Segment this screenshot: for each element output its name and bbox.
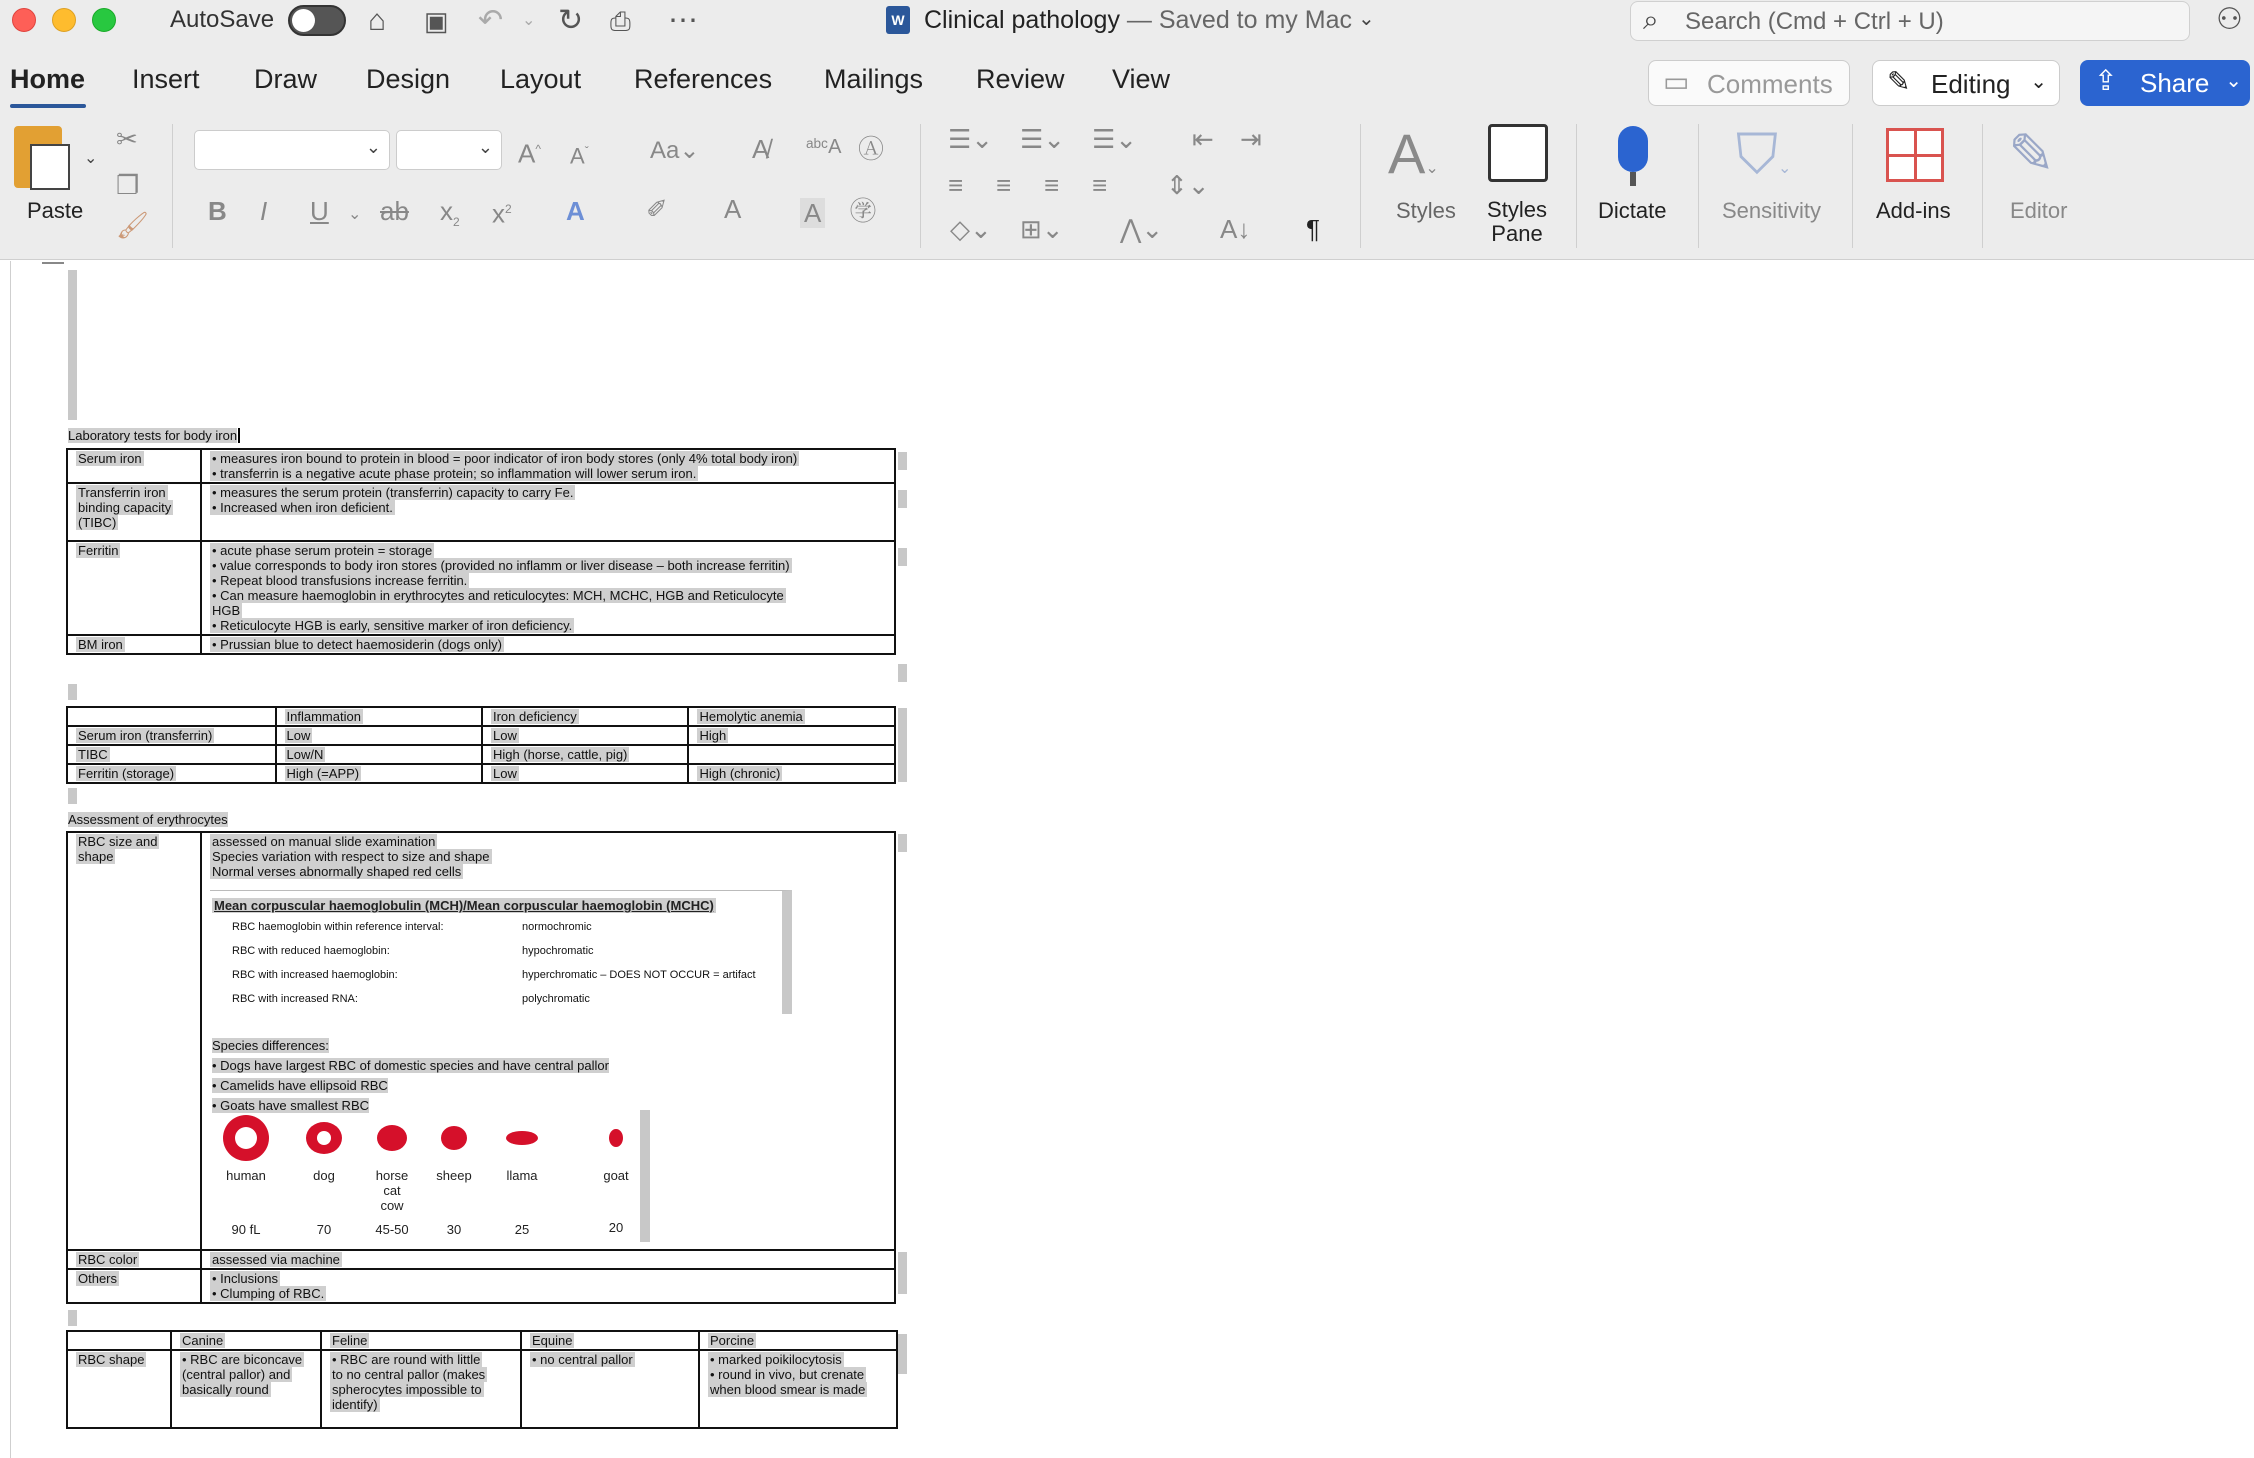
row-end-mark [898,834,907,852]
cell-text: • RBC are biconcave [182,1352,303,1367]
empty-paragraph-mark [68,788,77,804]
cell-text: BM iron [78,637,123,652]
title-bar [0,0,2254,44]
increase-indent-icon[interactable]: ⇥ [1240,124,1262,154]
rbc-species-label: human [226,1168,266,1183]
species-differences-text[interactable] [212,1036,609,1116]
tab-view[interactable]: View [1112,64,1171,94]
borders-icon[interactable]: ⊞⌄ [1020,214,1064,244]
row-label-cell[interactable] [67,726,276,745]
row-end-marks [898,708,907,782]
cell-text: High (chronic) [699,766,781,781]
table-row [67,449,895,483]
table-cell[interactable] [482,745,688,764]
cell-text: when blood smear is made [710,1382,866,1397]
align-center-icon[interactable]: ≡ [996,170,1012,200]
comments-button[interactable] [1648,60,1850,106]
underline-dropdown-chevron-icon[interactable]: ⌄ [348,206,362,223]
justify-icon[interactable]: ≡ [1092,170,1108,200]
chevron-down-icon: ⌄ [2030,71,2047,93]
rbc-central-pallor [317,1131,331,1145]
rbc-color-label-cell[interactable] [67,1250,201,1269]
column-header-cell[interactable] [67,707,276,726]
font-name-dropdown[interactable] [194,130,390,170]
test-description-cell[interactable] [201,449,895,483]
cell-text: • no central pallor [532,1352,633,1367]
align-right-icon[interactable]: ≡ [1044,170,1060,200]
rbc-size-comparison-figure[interactable] [210,1110,650,1242]
species-header-cell[interactable] [171,1331,321,1350]
cell-text: Low [492,728,517,743]
tab-layout[interactable]: Layout [500,64,582,94]
table-row [67,745,895,764]
print-icon[interactable]: ⎙ [610,6,631,36]
cell-text: Feline [332,1333,368,1348]
character-border-icon[interactable]: Ⓐ [858,134,885,164]
ribbon-separator [1852,124,1853,248]
pencil-icon: ✎ [1887,66,1911,97]
cell-text: (TIBC) [78,515,117,530]
font-color-icon[interactable]: A [724,194,742,224]
cell-text: • measures the serum protein (transferrin) capacity to carry Fe. [212,485,574,500]
heading-iron-tests[interactable] [68,428,240,443]
cell-text: High (=APP) [286,766,360,781]
cell-text: • Reticulocyte HGB is early, sensitive marker of iron deficiency. [212,618,573,633]
rbc-species-label: sheep [436,1168,472,1183]
test-name-cell[interactable] [67,635,201,654]
underline-icon[interactable]: U [310,196,329,226]
rbc-species-label: horse cat cow [375,1168,409,1213]
cell-text: basically round [182,1382,269,1397]
asian-layout-icon[interactable]: ⋀⌄ [1120,214,1164,244]
rbc-size-label-cell[interactable] [67,832,201,1250]
ribbon-separator [1982,124,1983,248]
cell-text: Ferritin [78,543,119,558]
species-shape-cell[interactable] [521,1350,699,1428]
autosave-toggle[interactable] [288,5,346,36]
page-left-edge [10,261,11,1458]
cell-text: shape [78,849,114,864]
cell-text: HGB [212,603,241,618]
rbc-central-pallor [235,1127,257,1149]
table-row [67,1350,897,1428]
comments-label: Comments [1707,69,1833,99]
cell-text: to no central pallor (makes [332,1367,486,1382]
rbc-volume-label: 70 [316,1222,332,1237]
table-cell[interactable] [688,745,895,764]
column-header-cell[interactable] [688,707,895,726]
table-row [67,541,895,635]
autosave-label: AutoSave [170,6,275,33]
table-cell[interactable] [276,764,482,783]
active-tab-indicator [10,104,86,108]
cell-text: Others [78,1271,118,1286]
sensitivity-icon[interactable]: ⛉⌄ [1736,122,1792,185]
add-ins-label[interactable]: Add-ins [1876,198,1951,223]
editor-label[interactable]: Editor [2010,198,2068,223]
cell-text: Low/N [286,747,324,762]
chevron-down-icon: ⌄ [365,137,381,157]
cell-text: spherocytes impossible to [332,1382,482,1397]
table-header-row [67,707,895,726]
cell-text: • Inclusions [212,1271,278,1286]
species-shape-cell[interactable] [171,1350,321,1428]
row-end-marks [898,1334,907,1374]
row-label-cell[interactable] [67,1350,171,1428]
ribbon-home [0,114,2254,260]
table-cell[interactable] [276,745,482,764]
empty-paragraph-marks [68,270,77,420]
cell-text: TIBC [78,747,108,762]
cell-text: identify) [332,1397,378,1412]
row-end-mark [898,490,907,508]
decrease-font-size-icon[interactable]: $A^ˇ$ [570,143,589,169]
document-title[interactable] [924,6,1352,35]
numbering-icon[interactable]: ☰⌄ [1020,124,1066,154]
subscript-icon[interactable]: $x_2$ [440,196,460,230]
heading-text: Laboratory tests for body iron [68,428,238,443]
italic-icon[interactable]: I [260,196,268,226]
heading-text: Assessment of erythrocytes [68,812,228,827]
tab-home[interactable]: Home [10,64,86,94]
row-end-marks [898,1252,907,1294]
column-header-cell[interactable] [482,707,688,726]
shading-icon[interactable]: ◇⌄ [950,214,992,244]
save-status: — Saved to my Mac [1119,6,1352,34]
paste-dropdown-chevron-icon[interactable]: ⌄ [84,150,98,167]
species-header-cell[interactable] [521,1331,699,1350]
cell-text: assessed on manual slide examination [212,834,436,849]
iron-comparison-table[interactable] [66,706,896,784]
document-name: Clinical pathology [924,6,1120,34]
row-label-cell[interactable] [67,764,276,783]
home-icon[interactable]: ⌂ [368,4,387,37]
ribbon-separator [1360,124,1361,248]
mchc-term: polychromatic [522,993,590,1005]
rbc-color-content-cell[interactable] [201,1250,895,1269]
cell-text: • measures iron bound to protein in blood = poor indicator of iron body stores (only 4% total body iron) [212,451,798,466]
mch-mchc-embedded-figure[interactable] [210,890,792,1014]
row-end-mark [898,452,907,470]
cell-text: (central pallor) and [182,1367,291,1382]
cell-text: Canine [182,1333,224,1348]
rbc-cell-shape [377,1125,407,1151]
mchc-description: RBC haemoglobin within reference interval: [232,921,444,933]
word-document-icon: W [886,6,910,34]
chevron-down-icon: ⌄ [477,137,493,157]
tab-insert[interactable]: Insert [132,64,200,94]
enclose-characters-icon[interactable]: ㊫ [850,196,877,226]
cut-icon[interactable]: ✂ [116,124,138,154]
cell-text: • Repeat blood transfusions increase ferritin. [212,573,468,588]
cell-text: Normal verses abnormally shaped red cells [212,864,462,879]
table-cell[interactable] [482,764,688,783]
bold-icon[interactable]: B [208,196,227,226]
test-description-cell[interactable] [201,541,895,635]
rbc-cell-shape [609,1129,623,1147]
row-label-cell[interactable] [67,745,276,764]
species-shape-cell[interactable] [321,1350,521,1428]
line-spacing-icon[interactable]: ⇕⌄ [1166,170,1210,200]
comment-icon: ▭ [1663,66,1690,97]
cell-text: • Prussian blue to detect haemosiderin (dogs only) [212,637,502,652]
editing-mode-button[interactable] [1872,60,2060,106]
ribbon-tab-bar [0,44,2254,114]
cell-text: • acute phase serum protein = storage [212,543,433,558]
cell-text: RBC size and [78,834,158,849]
cell-text: Porcine [710,1333,755,1348]
cell-text: • Clumping of RBC. [212,1286,325,1301]
test-description-cell[interactable] [201,483,895,541]
font-size-dropdown[interactable] [396,130,502,170]
test-name-cell[interactable] [67,483,201,541]
increase-font-size-icon[interactable]: A^ [518,138,541,169]
table-cell[interactable] [688,764,895,783]
species-line: • Dogs have largest RBC of domestic species and have central pallor [212,1058,609,1073]
cell-text: binding capacity [78,500,172,515]
others-label-cell[interactable] [67,1269,201,1303]
show-formatting-marks-icon[interactable]: ¶ [1306,214,1320,244]
change-case-icon[interactable]: Aa⌄ [650,137,700,164]
species-line: Species differences: [212,1038,329,1053]
table-cell[interactable] [482,726,688,745]
test-description-cell[interactable] [201,635,895,654]
add-ins-grid-icon[interactable] [1886,128,1944,182]
cell-text: • marked poikilocytosis [710,1352,842,1367]
rbc-species-label: dog [313,1168,335,1183]
maximize-window-button[interactable] [92,8,116,32]
rbc-volume-label: 25 [514,1222,530,1237]
cell-text: Transferrin iron [78,485,166,500]
microphone-icon[interactable] [1618,126,1648,172]
cell-text: Low [286,728,311,743]
mchc-title: Mean corpuscular haemoglobulin (MCH)/Mean corpuscular haemoglobin (MCHC) [214,898,714,913]
format-painter-icon[interactable]: 🖌 [116,210,150,240]
table-row [67,764,895,783]
ribbon-separator [1576,124,1577,248]
strikethrough-icon[interactable]: ab [380,196,409,226]
cell-text: Hemolytic anemia [699,709,803,724]
cell-text: • Increased when iron deficient. [212,500,393,515]
more-options-icon[interactable]: ⋯ [668,4,698,37]
phonetic-guide-icon[interactable]: ᵃᵇᶜA [806,136,842,158]
paste-label[interactable]: Paste [27,198,84,223]
search-icon: ⌕ [1643,4,1659,35]
mchc-term: normochromic [522,921,592,933]
table-row [67,726,895,745]
species-line: • Camelids have ellipsoid RBC [212,1078,388,1093]
save-icon[interactable]: ▣ [424,6,449,36]
cell-text: Equine [532,1333,573,1348]
page-corner-marker [42,262,64,264]
species-rbc-shape-table[interactable] [66,1330,898,1429]
mchc-term: hyperchromatic – DOES NOT OCCUR = artifact [522,969,756,981]
ribbon-separator [1698,124,1699,248]
cell-text: RBC color [78,1252,138,1267]
cell-text: Low [492,766,517,781]
undo-dropdown-chevron-icon[interactable]: ⌄ [522,12,536,29]
table-header-row [67,1331,897,1350]
share-person-icon[interactable]: ⚇ [2216,3,2243,36]
rbc-volume-label: 90 fL [231,1222,261,1237]
species-line: • Goats have smallest RBC [212,1098,369,1113]
species-header-cell[interactable] [67,1331,171,1350]
share-label: Share [2140,68,2210,98]
species-header-cell[interactable] [699,1331,897,1350]
decrease-indent-icon[interactable]: ⇤ [1192,124,1214,154]
others-content-cell[interactable] [201,1269,895,1303]
rbc-volume-label: 20 [608,1220,624,1235]
cell-text: • Can measure haemoglobin in erythrocytes and reticulocytes: MCH, MCHC, HGB and Reticulocyte [212,588,784,603]
align-left-icon[interactable]: ≡ [948,170,964,200]
text-effects-icon[interactable]: A [566,196,585,226]
minimize-window-button[interactable] [52,8,76,32]
copy-icon[interactable]: ❐ [116,170,140,200]
rbc-species-label: goat [603,1168,629,1183]
test-name-cell[interactable] [67,449,201,483]
mchc-term: hypochromatic [522,945,594,957]
redo-icon[interactable]: ↻ [558,4,584,37]
search-input[interactable] [1630,1,2190,41]
styles-pane-label[interactable]: Styles Pane [1487,197,1547,246]
dictate-label[interactable]: Dictate [1598,198,1667,223]
table-row [67,483,895,541]
ribbon-separator [172,124,173,248]
rbc-cell-shape [506,1131,538,1145]
title-chevron-down-icon[interactable]: ⌄ [1358,8,1375,30]
cell-text: Ferritin (storage) [78,766,175,781]
cell-text: • RBC are round with little [332,1352,481,1367]
superscript-icon[interactable]: $x^2$ [492,198,512,229]
tab-mailings[interactable]: Mailings [824,64,924,94]
rbc-species-label: llama [506,1168,538,1183]
highlight-icon[interactable]: ✐ [646,194,668,224]
heading-erythrocytes[interactable] [68,812,228,827]
tab-design[interactable]: Design [366,64,451,94]
ribbon-separator [920,124,921,248]
tab-draw[interactable]: Draw [254,64,318,94]
bullets-icon[interactable]: ☰⌄ [948,124,994,154]
close-window-button[interactable] [12,8,36,32]
cell-text: • transferrin is a negative acute phase protein; so inflammation will lower serum iron. [212,466,697,481]
text-cursor [238,428,240,443]
cell-text: assessed via machine [212,1252,340,1267]
mchc-description: RBC with reduced haemoglobin: [232,945,390,957]
species-shape-cell[interactable] [699,1350,897,1428]
table-cell[interactable] [688,726,895,745]
rbc-cell-shape [441,1126,467,1150]
mchc-description: RBC with increased RNA: [232,993,358,1005]
sort-icon[interactable]: A↓ [1220,214,1251,244]
empty-paragraph-mark [68,1310,77,1326]
editor-pen-icon[interactable]: ✎ [2008,122,2055,185]
undo-icon[interactable]: ↶ [478,4,504,37]
share-icon: ⇪ [2094,65,2118,96]
editing-label: Editing [1931,69,2011,99]
cell-text: RBC shape [78,1352,145,1367]
table-cell[interactable] [276,726,482,745]
tab-references[interactable]: References [634,64,773,94]
cell-text: • round in vivo, but crenate [710,1367,865,1382]
clipboard-icon[interactable] [14,126,62,188]
styles-label[interactable]: Styles [1396,198,1456,223]
table-row [67,635,895,654]
iron-tests-table[interactable] [66,448,896,655]
character-shading-icon[interactable]: A [800,198,825,228]
microphone-stand [1630,172,1636,186]
styles-icon[interactable]: A⌄ [1388,122,1439,185]
species-header-cell[interactable] [321,1331,521,1350]
rbc-volume-label: 45-50 [375,1222,409,1237]
clear-formatting-icon[interactable]: A̸ [752,134,770,164]
row-end-mark [898,664,907,682]
cell-text: Species variation with respect to size and shape [212,849,490,864]
tab-review[interactable]: Review [976,64,1065,94]
multilevel-list-icon[interactable]: ☰⌄ [1092,124,1138,154]
empty-paragraph-mark [68,684,77,700]
test-name-cell[interactable] [67,541,201,635]
cell-text: Serum iron [78,451,142,466]
cell-text: High [699,728,727,743]
cell-text: Serum iron (transferrin) [78,728,213,743]
chevron-down-icon: ⌄ [2225,70,2242,92]
rbc-volume-label: 30 [446,1222,462,1237]
sensitivity-label[interactable]: Sensitivity [1722,198,1822,223]
cell-text: Inflammation [286,709,361,724]
cell-text: High (horse, cattle, pig) [492,747,628,762]
share-button[interactable] [2080,60,2250,106]
column-header-cell[interactable] [276,707,482,726]
mchc-description: RBC with increased haemoglobin: [232,969,398,981]
styles-pane-icon[interactable] [1488,124,1548,182]
row-end-mark [898,548,907,566]
search-placeholder: Search (Cmd + Ctrl + U) [1685,8,1944,35]
cell-text: • value corresponds to body iron stores (provided no inflamm or liver disease – both increase ferritin) [212,558,790,573]
cell-text: Iron deficiency [492,709,577,724]
